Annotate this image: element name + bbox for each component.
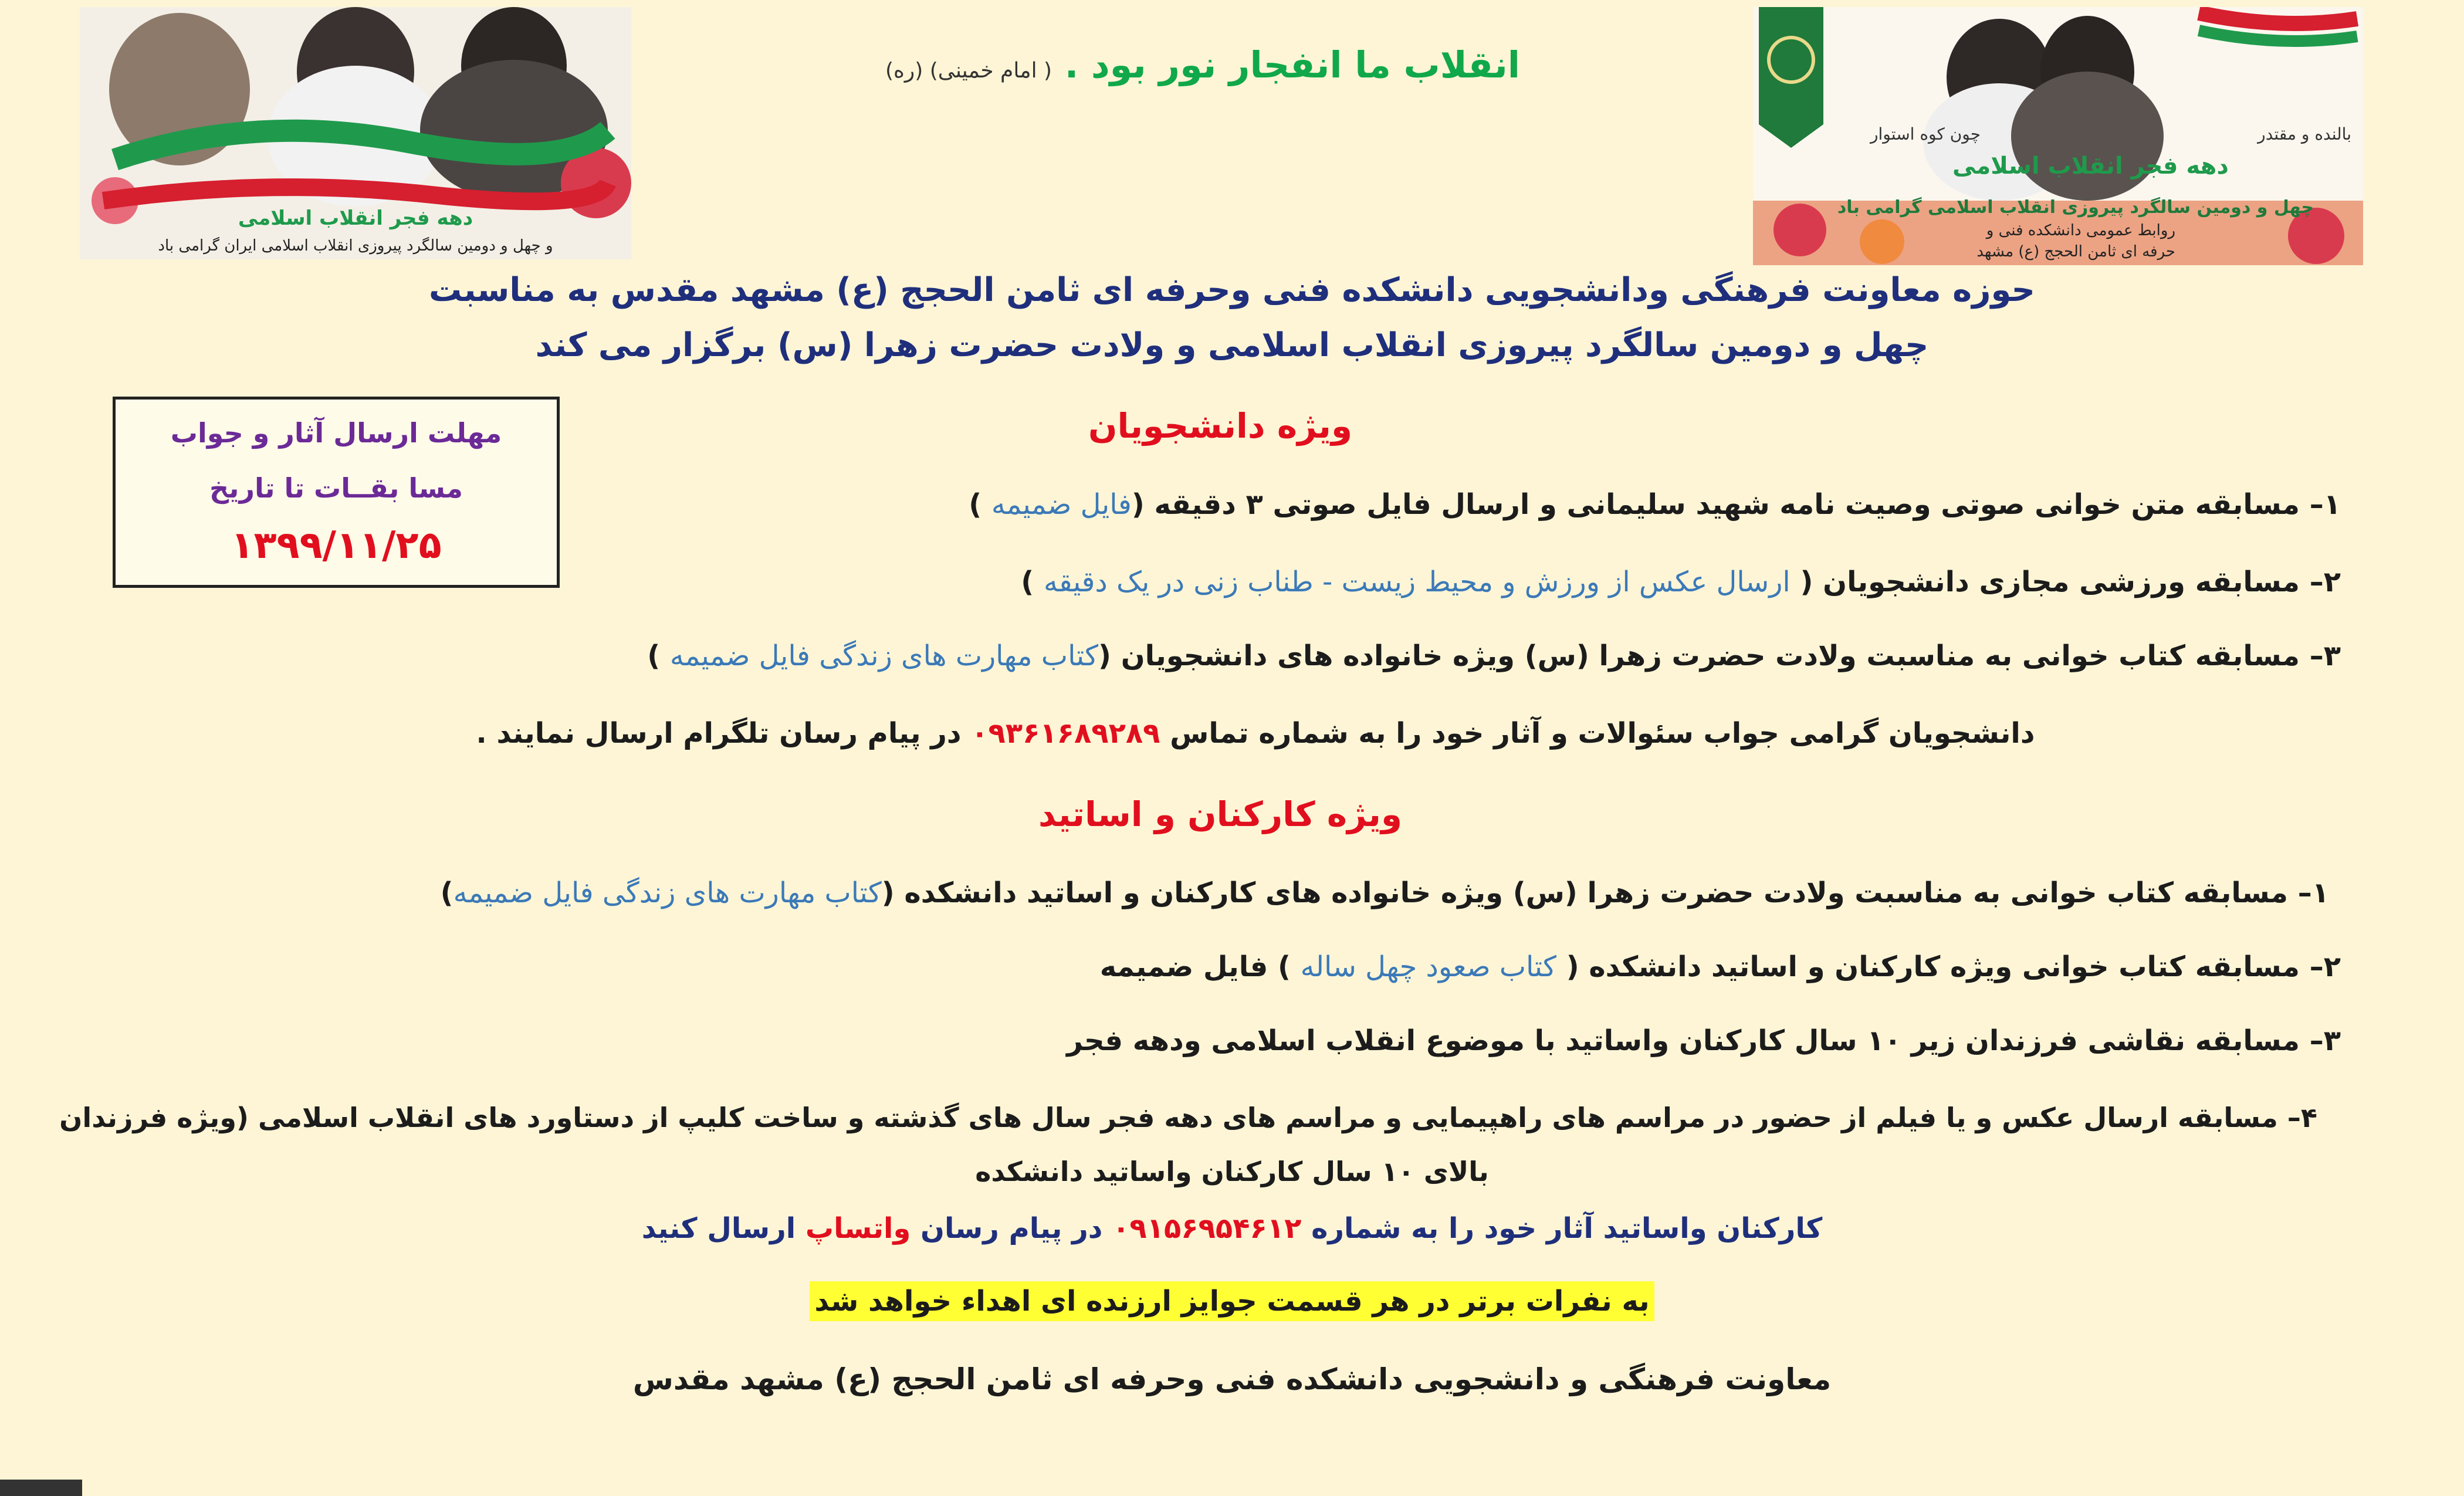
staff-item-1-note: کتاب مهارت های زندگی فایل ضمیمه <box>453 876 882 909</box>
deadline-line-2: مسا بقــات تا تاریخ <box>209 472 463 504</box>
staff-item-2-note: کتاب صعود چهل ساله <box>1300 950 1556 983</box>
student-item-3-note: کتاب مهارت های زندگی فایل ضمیمه <box>669 639 1099 672</box>
staff-contact-end: ارسال کنید <box>641 1212 805 1245</box>
staff-item-2 <box>1100 950 2341 983</box>
staff-item-1-end: ) <box>440 876 453 909</box>
student-contact-text: دانشجویان گرامی جواب سئوالات و آثار خود را به شماره تماس <box>1160 717 2035 750</box>
student-contact <box>411 717 2100 750</box>
staff-item-4-line-2: بالای ۱۰ سال کارکنان واساتید دانشکده <box>975 1156 1489 1187</box>
student-item-2-text: ۲– مسابقه ورزشی مجازی دانشجویان ( <box>1790 566 2341 598</box>
motto-attribution: ( امام خمینی) (ره) <box>885 59 1052 83</box>
student-item-2-end: ) <box>1021 566 1044 598</box>
right-banner-tagline-2: چون کوه استوار <box>1870 124 1981 144</box>
staff-contact-app: واتساپ <box>805 1212 911 1245</box>
deadline-box <box>113 397 560 588</box>
right-banner-caption-1: چهل و دومین سالگرد پیروزی انقلاب اسلامی گرامی باد <box>1837 197 2314 218</box>
watermark-strip <box>0 1480 82 1496</box>
student-item-3-text: ۳– مسابقه کتاب خوانی به مناسبت ولادت حضرت زهرا (س) ویژه خانواده های دانشجویان ( <box>1098 639 2341 672</box>
staff-contact-text: کارکنان واساتید آثار خود را به شماره <box>1301 1212 1823 1245</box>
footer-signature: معاونت فرهنگی و دانشجویی دانشکده فنی وحرفه ای ثامن الحجج (ع) مشهد مقدس <box>632 1362 1832 1396</box>
student-item-2-note: ارسال عکس از ورزش و محیط زیست - طناب زنی در یک دقیقه <box>1043 566 1791 598</box>
staff-item-1 <box>441 876 2329 909</box>
student-contact-phone: ۰۹۳۶۱۶۸۹۲۸۹ <box>971 717 1160 750</box>
student-item-1 <box>969 488 2341 521</box>
page-title-line-2: چهل و دومین سالگرد پیروزی انقلاب اسلامی و ولادت حضرت زهرا (س) برگزار می کند <box>535 326 1929 364</box>
right-banner-image <box>1753 7 2363 265</box>
staff-item-3 <box>1067 1024 2341 1057</box>
staff-contact <box>0 1212 2464 1245</box>
student-item-1-text: ۱– مسابقه متن خوانی صوتی وصیت نامه شهید سلیمانی و ارسال فایل صوتی ۳ دقیقه ( <box>1131 488 2341 521</box>
section-heading-staff: ویژه کارکنان و اساتید <box>1038 794 1403 834</box>
staff-item-2-end: ) فایل ضمیمه <box>1099 950 1301 983</box>
student-item-3-end: ) <box>647 639 670 672</box>
prize-note-text: به نفرات برتر در هر قسمت جوایز ارزنده ای اهداء خواهد شد <box>810 1281 1654 1321</box>
student-item-1-note: فایل ضمیمه <box>991 488 1132 521</box>
motto-text: انقلاب ما انفجار نور بود . <box>1064 43 1520 86</box>
right-banner-headline: دهه فجر انقلاب اسلامی <box>1952 153 2229 180</box>
student-contact-end: در پیام رسان تلگرام ارسال نمایند . <box>476 717 972 750</box>
staff-item-4-line-1: ۴– مسابقه ارسال عکس و یا فیلم از حضور در مراسم های راهپیمایی و مراسم های دهه فجر سال های گذشته و ساخت کلیپ از دستاورد های انقلاب اسلامی (ویژه فرزندان <box>59 1102 2317 1133</box>
staff-item-3-text: ۳– مسابقه نقاشی فرزندان زیر ۱۰ سال کارکنان واساتید با موضوع انقلاب اسلامی ودهه فجر <box>1067 1024 2341 1057</box>
right-banner-tagline-1: بالنده و مقتدر <box>2257 124 2351 144</box>
student-item-3 <box>647 639 2341 672</box>
student-item-2 <box>1021 566 2341 598</box>
student-item-1-end: ) <box>969 488 991 521</box>
staff-contact-mid: در پیام رسان <box>911 1212 1113 1245</box>
left-banner-caption: و چهل و دومین سالگرد پیروزی انقلاب اسلامی ایران گرامی باد <box>158 237 553 255</box>
motto <box>821 43 1584 86</box>
right-banner-caption-2: روابط عمومی دانشکده فنی و <box>1986 222 2175 239</box>
left-banner-image <box>80 7 631 259</box>
page-title-line-1: حوزه معاونت فرهنگی ودانشجویی دانشکده فنی وحرفه ای ثامن الحجج (ع) مشهد مقدس به مناسبت <box>429 271 2035 309</box>
deadline-date: ۱۳۹۹/۱۱/۲۵ <box>231 524 442 567</box>
deadline-line-1: مهلت ارسال آثار و جواب <box>170 417 502 449</box>
staff-item-2-text: ۲– مسابقه کتاب خوانی ویژه کارکنان و اساتید دانشکده ( <box>1556 950 2341 983</box>
staff-item-1-text: ۱– مسابقه کتاب خوانی به مناسبت ولادت حضرت زهرا (س) ویژه خانواده های کارکنان و اساتید دانشکده ( <box>881 876 2329 909</box>
right-banner-caption-3: حرفه ای ثامن الحجج (ع) مشهد <box>1976 243 2175 260</box>
section-heading-students: ویژه دانشجویان <box>1088 406 1352 446</box>
staff-contact-phone: ۰۹۱۵۶۹۵۴۶۱۲ <box>1112 1212 1302 1245</box>
left-banner-headline: دهه فجر انقلاب اسلامی <box>238 207 473 230</box>
prize-note <box>0 1285 2464 1318</box>
